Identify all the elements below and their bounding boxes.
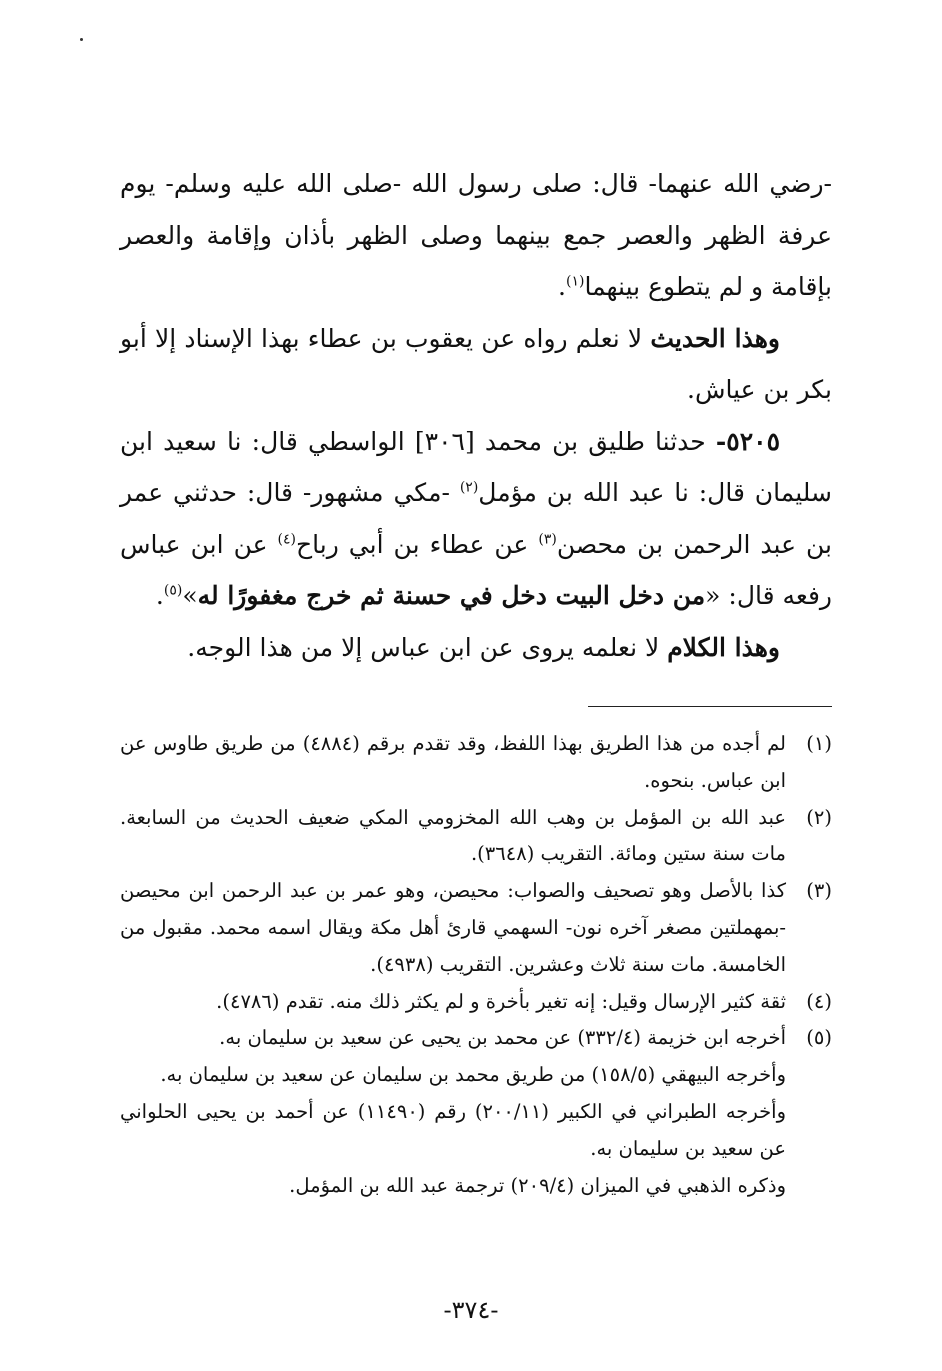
footnote-number: (٣) [806, 879, 832, 903]
hadith-isnad-b: -مكي مشهور- قال: حدثني عمر بن عبد الرحمن بن محصن [120, 478, 832, 559]
hadith-quote-close: » [182, 581, 198, 610]
footnote-1 [120, 726, 832, 800]
footnotes [120, 726, 832, 1204]
page-number: -٣٧٤- [443, 1296, 499, 1324]
footnote-3 [120, 873, 832, 983]
footnote-text: وذكره الذهبي في الميزان (٢٠٩/٤) ترجمة عبد الله بن المؤمل. [289, 1173, 786, 1197]
paragraph-2-lead: وهذا الحديث [650, 323, 780, 353]
paragraph-2-text: لا نعلم رواه عن يعقوب بن عطاء بهذا الإسناد إلا أبو بكر بن عياش. [120, 323, 832, 404]
paragraph-1 [120, 158, 832, 313]
hadith-end: . [155, 581, 164, 610]
hadith-matn: من دخل البيت دخل في حسنة ثم خرج مغفورًا له [197, 581, 706, 610]
footnote-text: لم أجده من هذا الطريق بهذا اللفظ، وقد تقدم برقم (٤٨٨٤) من طريق طاوس عن ابن عباس. بنحوه. [120, 732, 787, 792]
paragraph-1-end: . [558, 272, 566, 301]
main-text [120, 158, 832, 673]
footnote-ref-5[interactable]: (٥) [163, 582, 183, 599]
footnote-text: وأخرجه البيهقي (١٥٨/٥) من طريق محمد بن سليمان عن سعيد بن سليمان به. [160, 1063, 786, 1087]
footnote-ref-3[interactable]: (٣) [538, 531, 557, 548]
scan-speck [80, 38, 83, 41]
hadith-5205 [120, 416, 832, 622]
paragraph-1-text: -رضي الله عنهما- قال: صلى رسول الله -صلى الله عليه وسلم- يوم عرفة الظهر والعصر جمع بينهما وصلى الظهر بأذان وإقامة والعصر بإقامة و لم يتطوع بينهما [120, 169, 832, 301]
paragraph-4 [120, 622, 832, 674]
footnote-number: (٢) [806, 805, 832, 829]
footnote-ref-2[interactable]: (٢) [459, 479, 479, 496]
footnote-4 [120, 984, 832, 1021]
footnote-number: (١) [806, 732, 832, 755]
footnote-text: كذا بالأصل وهو تصحيف والصواب: محيصن، وهو عمر بن عبد الرحمن ابن محيصن -بمهملتين مصغر آخره نون- السهمي قارئ أهل مكة ويقال اسمه محمد. مقبول من الخامسة. مات سنة ثلاث وعشرين. التقريب (٤٩٣٨). [120, 879, 786, 976]
paragraph-2 [120, 313, 832, 416]
footnote-text: عبد الله بن المؤمل بن وهب الله المخزومي المكي ضعيف الحديث من السابعة. مات سنة ستين ومائة. التقريب (٣٦٤٨). [120, 805, 786, 866]
paragraph-4-text: لا نعلمه يروى عن ابن عباس إلا من هذا الوجه. [187, 632, 668, 662]
hadith-number: ٥٢٠٥- [715, 426, 781, 456]
footnote-5 [120, 1020, 832, 1204]
hadith-isnad-d: عن ابن عباس رفعه قال: « [120, 529, 832, 610]
hadith-isnad-c: عن عطاء بن أبي رباح [296, 529, 539, 559]
footnote-text: أخرجه ابن خزيمة (٣٣٢/٤) عن محمد بن يحيى عن سعيد بن سليمان به. [219, 1026, 786, 1050]
footnote-2 [120, 800, 832, 874]
hadith-isnad-a: حدثنا طليق بن محمد [٣٠٦] الواسطي قال: نا سعيد ابن سليمان قال: نا عبد الله بن مؤمل [120, 426, 832, 507]
footnote-ref-4[interactable]: (٤) [277, 531, 296, 548]
footnote-divider [588, 706, 832, 707]
footnote-number: (٤) [806, 989, 832, 1013]
footnote-number: (٥) [806, 1026, 832, 1050]
footnote-ref-1[interactable]: (١) [565, 273, 585, 290]
footnote-text: وأخرجه الطبراني في الكبير (٢٠٠/١١) رقم (١١٤٩٠) عن أحمد بن يحيى الحلواني عن سعيد بن سليمان به. [120, 1099, 786, 1160]
footnote-text: ثقة كثير الإرسال وقيل: إنه تغير بأخرة و لم يكثر ذلك منه. تقدم (٤٧٨٦). [216, 989, 786, 1013]
paragraph-4-lead: وهذا الكلام [667, 632, 780, 662]
